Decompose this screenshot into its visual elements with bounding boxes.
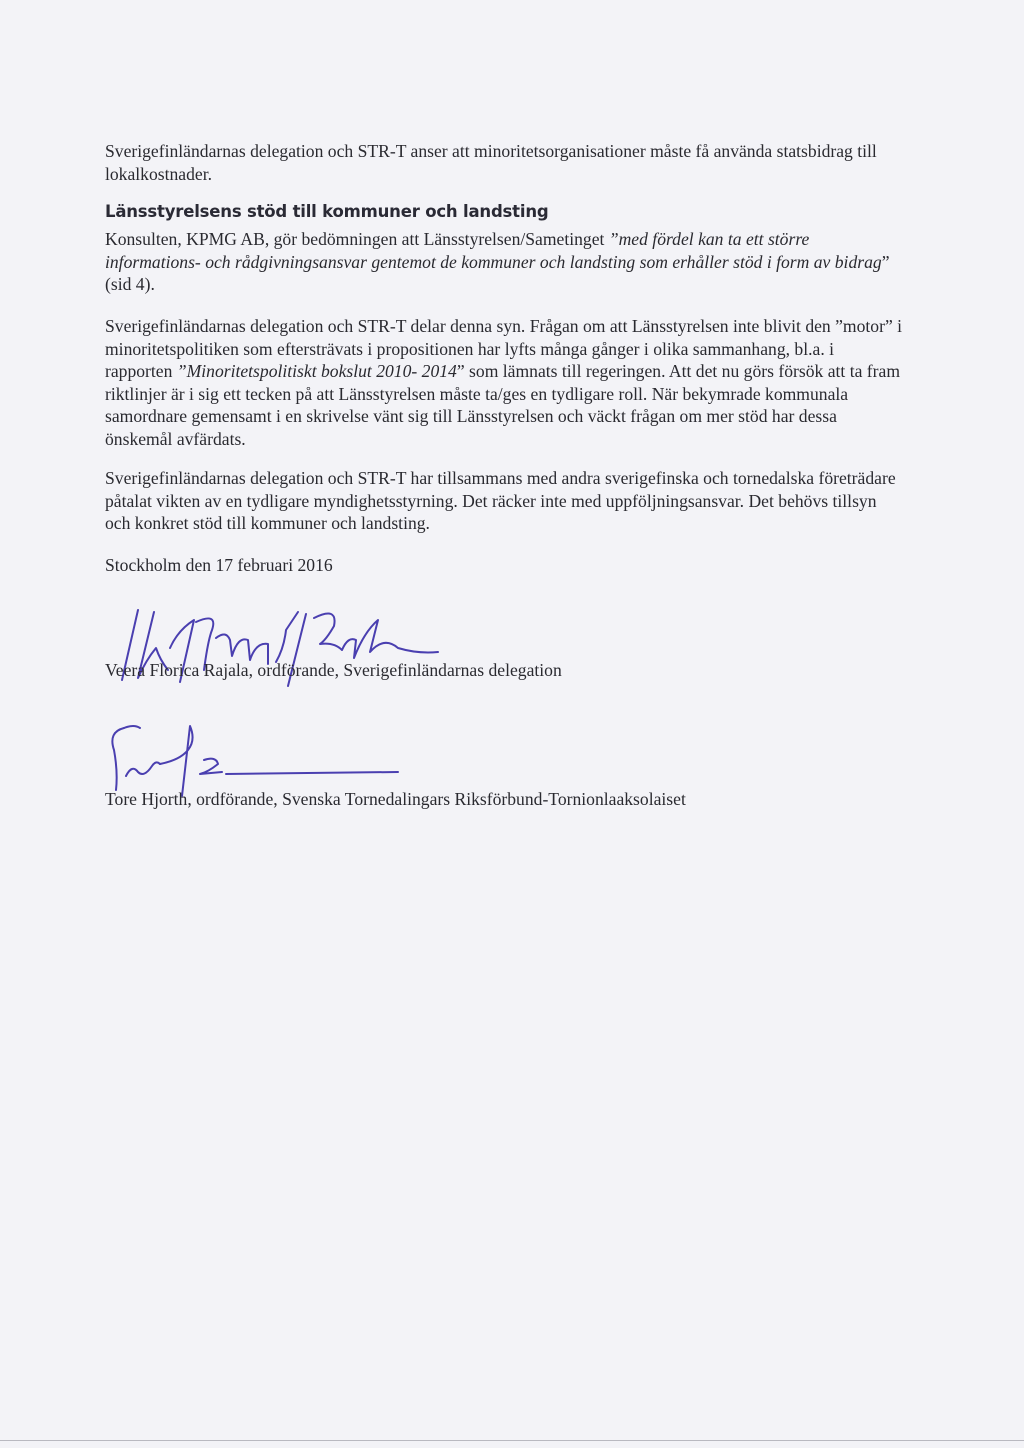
paragraph-kpmg-lead: Konsulten, KPMG AB, gör bedömningen att Länsstyrelsen/Sametinget: [105, 229, 609, 249]
signatory-2: Tore Hjorth, ordförande, Svenska Tornedalingars Riksförbund-Tornionlaaksolaiset: [105, 789, 686, 809]
paragraph-kpmg-tail: ” (sid 4).: [105, 251, 890, 294]
paragraph-lansstyrelsen-tail: ” som lämnats till regeringen. Att det nu görs försök att ta fram riktlinjer är i sig ett tecken på att Länsstyrelsen måste ta/ges en tydligare roll. När bekymrade kommunala samordnare gemensamt i en skrivelse vänt sig till Länsstyrelsen och väckt frågan om mer stöd har dessa önskemål avfärdats.: [105, 361, 901, 449]
paragraph-lansstyrelsen-lead: Sverigefinländarnas delegation och STR-T delar denna syn. Frågan om att Länsstyrelsen inte blivit den ”motor” i minoritetspolitiken som eftersträvats i propositionen har lyfts många gånger i olika sammanhang, bl.a. i rapporten: [105, 316, 903, 381]
paragraph-kpmg-quote: ”med fördel kan ta ett större informations- och rådgivningsansvar gentemot de kommuner och landsting som erhåller stöd i form av bidrag: [105, 229, 882, 272]
paragraph-lansstyrelsen-quote: ”Minoritetspolitiskt bokslut 2010- 2014: [176, 361, 457, 381]
signatory-1: Veera Florica Rajala, ordförande, Sverigefinländarnas delegation: [105, 660, 562, 680]
paragraph-lansstyrelsen: [105, 315, 905, 450]
section-heading: Länsstyrelsens stöd till kommuner och landsting: [105, 202, 549, 221]
place-date: Stockholm den 17 februari 2016: [105, 555, 333, 575]
paragraph-kpmg: [105, 228, 905, 296]
page-bottom-edge: [0, 1440, 1024, 1441]
paragraph-lokalkostnader: Sverigefinländarnas delegation och STR-T anser att minoritetsorganisationer måste få använda statsbidrag till lokalkostnader.: [105, 141, 877, 184]
paragraph-myndighetsstyrning: Sverigefinländarnas delegation och STR-T har tillsammans med andra sverigefinska och tornedalska företrädare påtalat vikten av en tydligare myndighetsstyrning. Det räcker inte med uppföljningsansvar. Det behövs tillsyn och konkret stöd till kommuner och landsting.: [105, 468, 896, 533]
